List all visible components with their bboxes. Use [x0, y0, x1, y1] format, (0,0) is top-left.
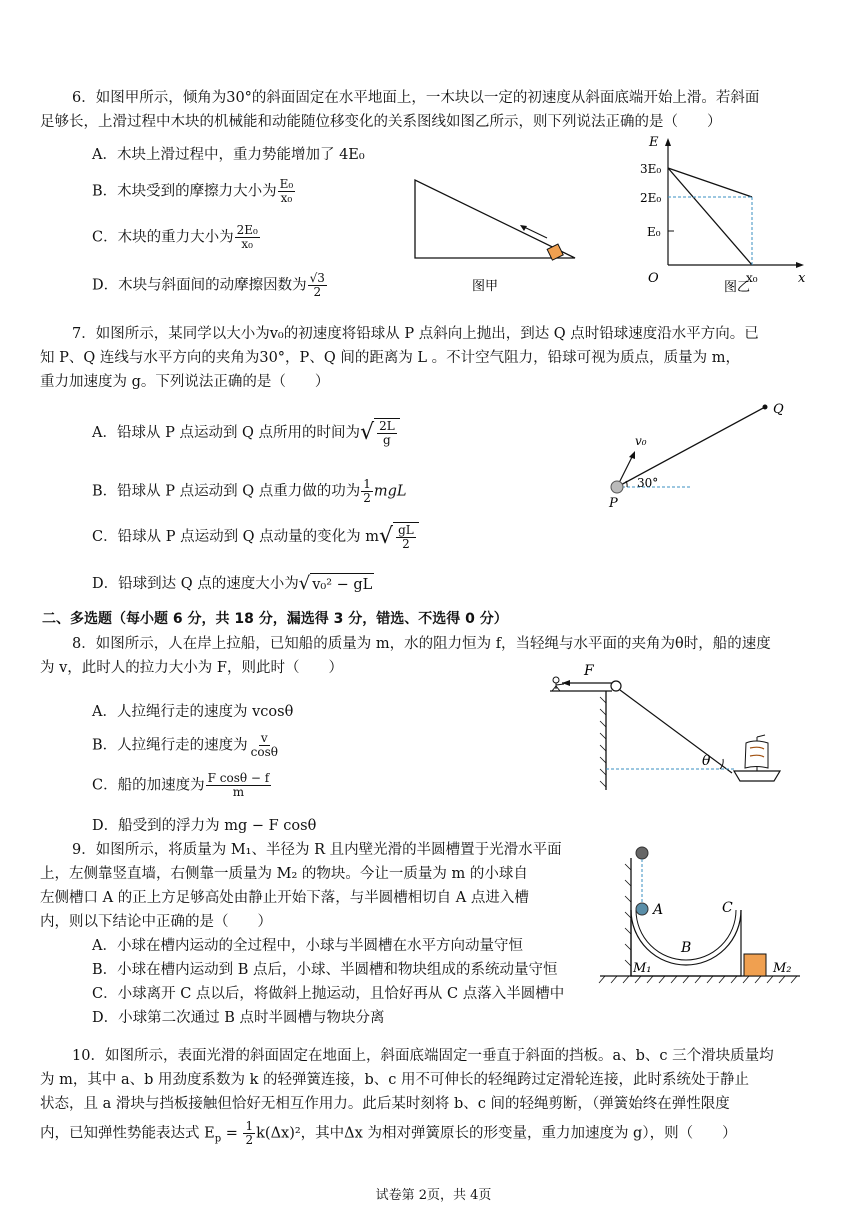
q6-option-c-fraction: $\frac{\text{2E₀}}{\text{x₀}}$ — [236, 223, 258, 251]
q6-option-d-text: D．木块与斜面间的动摩擦因数为 — [92, 277, 307, 294]
q10-stem-line3: 状态，且 a 滑块与挡板接触但恰好无相互作用力。此后某时刻将 b、c 间的轻绳剪断，（弹簧始终在弹性限度 — [40, 1096, 730, 1112]
section-2-heading: 二、多选题（每小题 6 分，共 18 分，漏选得 3 分，错选、不选得 0 分） — [42, 611, 508, 627]
q6-option-b[interactable] — [92, 178, 296, 205]
q6-figure-caption-jia: 图甲 — [472, 279, 499, 294]
page-footer: 试卷第 2页，共 4页 — [375, 1188, 492, 1203]
q8-option-b-text: B．人拉绳行走的速度为 — [92, 737, 248, 754]
q8-option-d[interactable]: D．船受到的浮力为 mg − F cosθ — [92, 818, 317, 834]
q8-option-c-text: C．船的加速度为 — [92, 777, 205, 794]
q7-stem-line3: 重力加速度为 g。下列说法正确的是（ ） — [40, 374, 330, 390]
q9-figure-label-m1: M₁ — [633, 961, 652, 976]
q10-stem-line1: 10．如图所示，表面光滑的斜面固定在地面上，斜面底端固定一垂直于斜面的挡板。a、b、c 三个滑块质量均 — [72, 1048, 774, 1064]
q7-figure-v0: v₀ — [635, 434, 647, 448]
q7-figure-angle: 30° — [637, 476, 659, 490]
q8-figure-force-label: F — [584, 663, 594, 679]
q7-option-c[interactable] — [92, 522, 419, 552]
q6-graph-tick-3e0: 3E₀ — [640, 162, 662, 176]
q8-stem-line1: 8．如图所示，人在岸上拉船，已知船的质量为 m，水的阻力恒为 f，当轻绳与水平面的夹角为θ时，船的速度 — [72, 636, 771, 652]
q6-option-c[interactable] — [92, 224, 261, 251]
q8-option-c-fraction: $\frac{\text{F cosθ − f}}{m}$ — [207, 771, 270, 799]
q7-stem-line1: 7．如图所示，某同学以大小为v₀的初速度将铅球从 P 点斜向上抛出，到达 Q 点时铅球速度沿水平方向。已 — [72, 326, 759, 342]
q7-option-c-text: C．铅球从 P 点运动到 Q 点动量的变化为 m — [92, 529, 380, 545]
q7-option-a-text: A．铅球从 P 点运动到 Q 点所用的时间为 — [92, 425, 361, 441]
q9-stem-line1: 9．如图所示，将质量为 M₁、半径为 R 且内壁光滑的半圆槽置于光滑水平面 — [72, 842, 562, 858]
q7-option-b[interactable] — [92, 478, 407, 505]
q6-graph-tick-x0: x₀ — [746, 271, 758, 285]
q6-option-b-fraction: $\frac{\text{E₀}}{\text{x₀}}$ — [279, 177, 294, 205]
q6-graph-tick-2e0: 2E₀ — [640, 191, 662, 205]
q9-option-c[interactable]: C．小球离开 C 点以后，将做斜上抛运动，且恰好再从 C 点落入半圆槽中 — [92, 986, 565, 1002]
q6-stem-line2: 足够长，上滑过程中木块的机械能和动能随位移变化的关系图线如图乙所示，则下列说法正确的是（ ） — [40, 114, 722, 130]
q6-option-a[interactable]: A．木块上滑过程中，重力势能增加了 4E₀ — [92, 147, 365, 163]
q6-figure-graph — [640, 130, 810, 300]
q6-graph-y-label: E — [649, 135, 659, 150]
q7-option-d-sqrt: √ v₀² − gL — [298, 573, 373, 594]
q7-figure-p: P — [609, 496, 618, 510]
q7-option-b-text: B．铅球从 P 点运动到 Q 点重力做的功为 — [92, 483, 361, 500]
q6-option-c-text: C．木块的重力大小为 — [92, 229, 234, 246]
q7-figure-q: Q — [773, 402, 784, 417]
q6-option-b-text: B．木块受到的摩擦力大小为 — [92, 183, 277, 200]
q6-figure-incline — [410, 170, 585, 300]
q9-stem-line3: 左侧槽口 A 的正上方足够高处由静止开始下落，与半圆槽相切自 A 点进入槽 — [40, 890, 529, 906]
q9-option-d[interactable]: D．小球第二次通过 B 点时半圆槽与物块分离 — [92, 1010, 385, 1026]
q9-figure-label-b: B — [681, 940, 692, 956]
q9-stem-line2: 上，左侧靠竖直墙，右侧靠一质量为 M₂ 的物块。今让一质量为 m 的小球自 — [40, 866, 528, 882]
q7-figure — [595, 395, 795, 510]
q6-graph-x-label: x — [798, 271, 806, 286]
q8-option-a[interactable]: A．人拉绳行走的速度为 vcosθ — [92, 704, 294, 720]
q7-option-a[interactable] — [92, 418, 400, 448]
q7-option-b-fraction: $\frac{1}{2}$ — [363, 477, 371, 505]
q8-figure-angle-label: θ — [702, 753, 711, 769]
q9-stem-line4: 内，则以下结论中正确的是（ ） — [40, 914, 272, 930]
q8-option-c[interactable] — [92, 772, 272, 799]
q8-figure — [540, 655, 800, 795]
q8-stem-line2: 为 v，此时人的拉力大小为 F，则此时（ ） — [40, 660, 343, 676]
q9-option-a[interactable]: A．小球在槽内运动的全过程中，小球与半圆槽在水平方向动量守恒 — [92, 938, 523, 954]
q9-figure — [595, 840, 805, 990]
q7-option-d-text: D．铅球到达 Q 点的速度大小为 — [92, 576, 299, 592]
q7-option-b-tail: mgL — [373, 483, 407, 500]
q6-graph-origin: O — [648, 271, 659, 286]
q6-option-d-fraction: $\frac{√3}{2}$ — [309, 271, 325, 299]
q6-graph-tick-e0: E₀ — [647, 225, 661, 239]
q9-figure-label-a: A — [653, 902, 664, 918]
q9-figure-label-m2: M₂ — [773, 961, 792, 976]
q7-option-c-sqrt: √ $\frac{gL}{2}$ — [379, 522, 419, 552]
q7-option-d[interactable] — [92, 572, 374, 595]
q10-stem-line2: 为 m，其中 a、b 用劲度系数为 k 的轻弹簧连接，b、c 用不可伸长的轻绳跨过定滑轮连接，此时系统处于静止 — [40, 1072, 750, 1088]
q6-option-d[interactable] — [92, 272, 328, 299]
q6-stem-line1: 6．如图甲所示，倾角为30°的斜面固定在水平地面上，一木块以一定的初速度从斜面底端开始上滑。若斜面 — [72, 90, 760, 106]
q6-figure-caption-yi: 图乙 — [724, 280, 751, 295]
q10-stem-line4: 内，已知弹性势能表达式 $E_p$ = $\frac{1}{2}$ k(Δx)²，其中Δx 为相对弹簧原长的形变量，重力加速度为 g），则（ ） — [40, 1119, 737, 1147]
q8-option-b[interactable] — [92, 732, 281, 759]
q8-option-b-fraction: $\frac{v}{\cos\theta}$ — [250, 731, 278, 759]
q7-stem-line2: 知 P、Q 连线与水平方向的夹角为30°，P、Q 间的距离为 L 。不计空气阻力，铅球可视为质点，质量为 m， — [40, 350, 741, 366]
q9-option-b[interactable]: B．小球在槽内运动到 B 点后，小球、半圆槽和物块组成的系统动量守恒 — [92, 962, 558, 978]
q7-option-a-sqrt: √ $\frac{2L}{g}$ — [360, 418, 400, 448]
q9-figure-label-c: C — [722, 900, 733, 916]
